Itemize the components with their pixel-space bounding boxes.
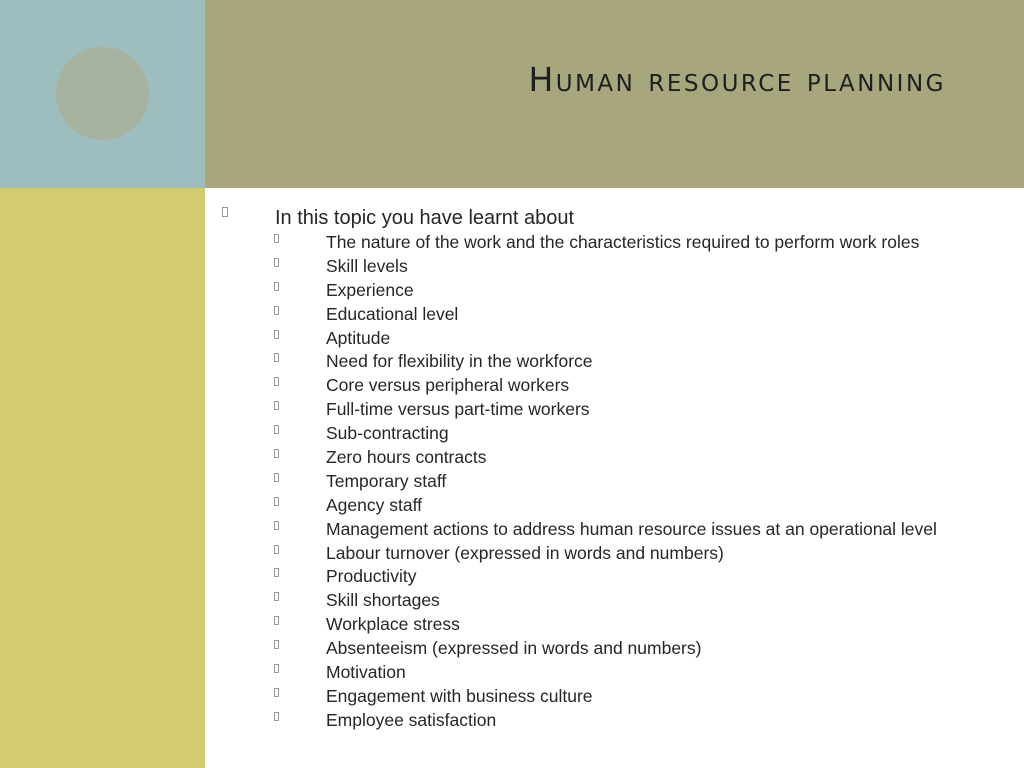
sub-bullet-item [222,685,1012,709]
sub-bullet-item [222,398,1012,422]
sub-bullet-text: Full-time versus part-time workers [326,399,590,420]
sub-bullet-item [222,661,1012,685]
sub-bullet-text: Core versus peripheral workers [326,375,570,396]
slide-title: Human resource planning [528,60,946,99]
sub-bullet-item [222,446,1012,470]
bullet-icon [274,377,279,386]
sub-bullet-list [222,231,1012,733]
bullet-icon [274,282,279,291]
sub-bullet-item [222,374,1012,398]
sub-bullet-item [222,494,1012,518]
sub-bullet-text: Motivation [326,662,406,683]
sub-bullet-text: Skill shortages [326,590,440,611]
sub-bullet-item [222,255,1012,279]
bullet-icon [274,712,279,721]
bullet-icon [274,640,279,649]
bullet-icon [274,258,279,267]
main-bullet-text: In this topic you have learnt about [275,207,575,229]
sub-bullet-item [222,470,1012,494]
bullet-icon [274,353,279,362]
bullet-icon [274,234,279,243]
sub-bullet-item [222,565,1012,589]
sub-bullet-item [222,518,1012,542]
bullet-icon [274,401,279,410]
sub-bullet-text: Sub-contracting [326,423,449,444]
sub-bullet-text: The nature of the work and the characteristics required to perform work roles [326,232,920,252]
bullet-icon [274,664,279,673]
sub-bullet-item [222,279,1012,303]
bullet-icon [274,688,279,697]
left-decor-column [0,188,205,768]
bullet-icon [274,592,279,601]
bullet-icon [222,207,228,217]
top-left-decor-block [0,0,205,188]
slide-content [222,205,1012,733]
sub-bullet-text: Need for flexibility in the workforce [326,351,593,372]
sub-bullet-text: Management actions to address human resource issues at an operational level [326,518,937,539]
sub-bullet-item [222,422,1012,446]
sub-bullet-text: Temporary staff [326,470,447,491]
sub-bullet-item [222,613,1012,637]
sub-bullet-item [222,542,1012,566]
sub-bullet-item [222,709,1012,733]
bullet-icon [274,425,279,434]
sub-bullet-item [222,589,1012,613]
sub-bullet-item [222,327,1012,351]
sub-bullet-text: Experience [326,279,414,300]
bullet-icon [274,521,279,530]
bullet-icon [274,616,279,625]
sub-bullet-text: Zero hours contracts [326,447,487,468]
sub-bullet-item [222,350,1012,374]
sub-bullet-text: Agency staff [326,494,422,515]
bullet-icon [274,545,279,554]
sub-bullet-text: Employee satisfaction [326,709,497,730]
bullet-icon [274,449,279,458]
sub-bullet-text: Educational level [326,303,459,324]
sub-bullet-text: Labour turnover (expressed in words and numbers) [326,542,724,563]
bullet-icon [274,306,279,315]
bullet-icon [274,568,279,577]
sub-bullet-text: Workplace stress [326,614,460,635]
sub-bullet-text: Aptitude [326,327,391,348]
header-band [205,0,1024,188]
sub-bullet-text: Engagement with business culture [326,685,593,706]
bullet-icon [274,497,279,506]
sub-bullet-text: Productivity [326,566,417,587]
main-bullet-item [222,205,1012,231]
sub-bullet-item [222,637,1012,661]
bullet-icon [274,473,279,482]
bullet-icon [274,330,279,339]
sub-bullet-text: Absenteeism (expressed in words and numbers) [326,638,702,659]
decorative-circle [56,47,149,140]
sub-bullet-text: Skill levels [326,255,408,276]
sub-bullet-item [222,303,1012,327]
sub-bullet-item [222,231,1012,255]
